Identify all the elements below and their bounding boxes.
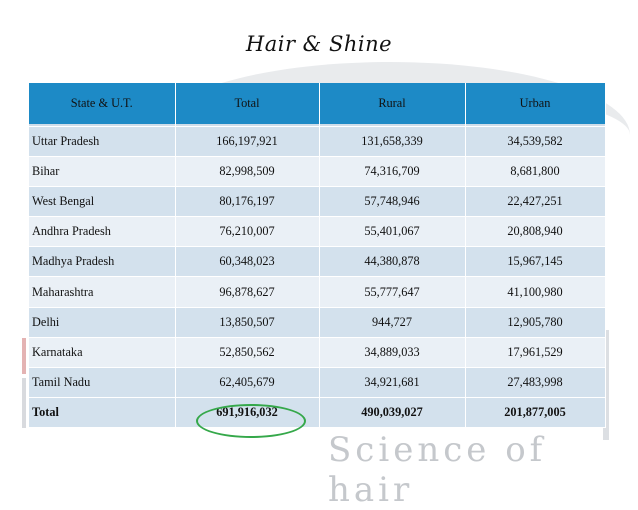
cell-state: Karnataka (29, 337, 175, 367)
table-row (29, 217, 605, 247)
population-table (29, 83, 606, 428)
cell-rural: 131,658,339 (319, 127, 465, 157)
table-row (29, 337, 605, 367)
cell-urban: 34,539,582 (465, 127, 605, 157)
cell-total: 52,850,562 (175, 337, 319, 367)
cell-total: 80,176,197 (175, 187, 319, 217)
cell-total: 82,998,509 (175, 157, 319, 187)
table-total-row (29, 397, 605, 427)
cell-urban: 22,427,251 (465, 187, 605, 217)
cell-urban: 27,483,998 (465, 367, 605, 397)
cell-state: Madhya Pradesh (29, 247, 175, 277)
table-row (29, 277, 605, 307)
table-row (29, 187, 605, 217)
slide-title: Hair & Shine (245, 32, 393, 56)
cell-urban: 17,961,529 (465, 337, 605, 367)
cell-state: Delhi (29, 307, 175, 337)
watermark-decoration (22, 378, 26, 428)
cell-rural: 57,748,946 (319, 187, 465, 217)
cell-rural: 44,380,878 (319, 247, 465, 277)
table-row (29, 247, 605, 277)
table-row (29, 157, 605, 187)
total-highlight-circle (196, 404, 306, 438)
header-state: State & U.T. (29, 83, 175, 124)
cell-rural: 944,727 (319, 307, 465, 337)
cell-state: Tamil Nadu (29, 367, 175, 397)
cell-rural: 34,889,033 (319, 337, 465, 367)
cell-state: Maharashtra (29, 277, 175, 307)
header-rural: Rural (319, 83, 465, 124)
cell-state: Bihar (29, 157, 175, 187)
cell-total: 76,210,007 (175, 217, 319, 247)
cell-urban: 41,100,980 (465, 277, 605, 307)
watermark-text: Science of hair (328, 430, 547, 510)
cell-state: West Bengal (29, 187, 175, 217)
total-cell-urban: 201,877,005 (465, 397, 605, 427)
total-cell-rural: 490,039,027 (319, 397, 465, 427)
table-row (29, 367, 605, 397)
total-cell-state: Total (29, 397, 175, 427)
cell-urban: 15,967,145 (465, 247, 605, 277)
cell-rural: 34,921,681 (319, 367, 465, 397)
cell-total: 60,348,023 (175, 247, 319, 277)
cell-urban: 20,808,940 (465, 217, 605, 247)
cell-state: Uttar Pradesh (29, 127, 175, 157)
watermark-decoration (22, 338, 26, 374)
cell-rural: 55,777,647 (319, 277, 465, 307)
cell-urban: 8,681,800 (465, 157, 605, 187)
cell-total: 166,197,921 (175, 127, 319, 157)
header-urban: Urban (465, 83, 605, 124)
table-row (29, 307, 605, 337)
cell-total: 96,878,627 (175, 277, 319, 307)
cell-urban: 12,905,780 (465, 307, 605, 337)
header-total: Total (175, 83, 319, 124)
cell-rural: 55,401,067 (319, 217, 465, 247)
total-cell-total: 691,916,032 (175, 397, 319, 427)
cell-total: 13,850,507 (175, 307, 319, 337)
cell-rural: 74,316,709 (319, 157, 465, 187)
cell-total: 62,405,679 (175, 367, 319, 397)
table-row (29, 127, 605, 157)
cell-state: Andhra Pradesh (29, 217, 175, 247)
table-header-row (29, 83, 605, 124)
